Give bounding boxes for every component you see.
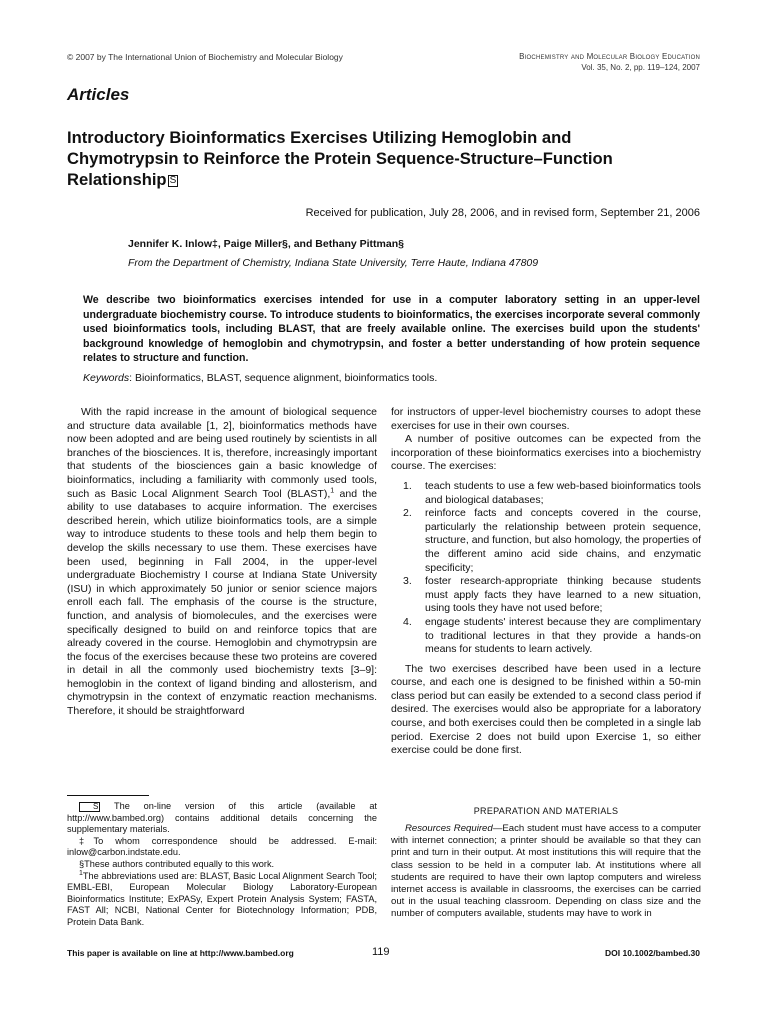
intro-paragraph [67,406,377,719]
footnote-text: The on-line version of this article (available at http://www.bambed.org) contains additional details concerning the supplementary materials. [67,801,377,835]
intro-text-a: With the rapid increase in the amount of biological sequence and structure data available [1, 2], bioinformatics methods have now been adopted and are being used routinely by scientists in all branches of the biosciences. It is, therefore, increasingly important that students of the biosciences gain a basic knowledge of bioinformatics, including a familiarity with commonly used tools, such as Basic Local Alignment Search Tool (BLAST), [67,406,377,500]
abstract: We describe two bioinformatics exercises intended for use in a computer laboratory setting in an upper-level undergraduate biochemistry course. To introduce students to bioinformatics, the exercises incorporate several commonly used bioinformatics tools, including BLAST, that are freely available online. The exercises build upon the students' background knowledge of hemoglobin and chymotrypsin, and foster a better understanding of how protein sequence relates to structure and function. [83,294,700,364]
section-heading: PREPARATION AND MATERIALS [473,806,619,816]
list-number: 4. [403,615,412,628]
list-item [391,480,701,507]
journal-name: Biochemistry and Molecular Biology Education [519,52,700,61]
section-label: Articles [67,85,130,104]
keywords-text: : Bioinformatics, BLAST, sequence alignment, bioinformatics tools. [129,372,438,384]
list-number: 2. [403,507,412,520]
run-in-heading: Resources Required [405,823,493,834]
footnote-number: 1 [79,869,83,877]
list-item [391,507,701,575]
list-number: 3. [403,575,412,588]
received-date: Received for publication, July 28, 2006, and in revised form, September 21, 2006 [305,207,700,219]
article-title-text: Introductory Bioinformatics Exercises Utilizing Hemoglobin and Chymotrypsin to Reinforce the Protein Sequence-Structure–Function Relationship [67,128,613,189]
article-title [67,127,687,190]
journal-info [519,51,700,73]
outcomes-paragraph: A number of positive outcomes can be expected from the incorporation of these bioinformatics exercises into a biochemistry course. The exercises: [391,433,701,473]
paragraph-continued: for instructors of upper-level biochemistry courses to adopt these exercises for use in their own courses. [391,406,701,432]
list-item [391,575,701,616]
prep-paragraph [391,823,701,921]
footer-availability: This paper is available on line at http://www.bambed.org [67,948,294,958]
doi: DOI 10.1002/bambed.30 [605,948,700,958]
list-item-text: reinforce facts and concepts covered in the course, particularly the relationship between protein sequence, structure, and function, but also homology, the properties of the different amino acid side chains, and enzymatic specificity; [425,507,701,574]
list-item-text: engage students' interest because they are complimentary to traditional lectures in that they provide a hands-on means for students to learn actively. [425,615,701,656]
supplement-box-icon: S [79,802,100,812]
supplement-marker-icon: S [169,175,177,186]
keywords-label: Keywords [83,372,130,384]
footnote-supplement [67,801,377,836]
volume-info: Vol. 35, No. 2, pp. 119–124, 2007 [581,63,700,72]
footnote-divider [67,795,149,796]
list-item [391,616,701,657]
footnote-ref: 1 [330,487,335,495]
exercises-paragraph: The two exercises described have been used in a lecture course, and each one is designed to be finished within a 50-min class period but can easily be extended to a second class period if desired. The exercises would also be appropriate for a laboratory course, and both exercises could then be completed in a single lab period. Exercise 2 does not build upon Exercise 1, so either exercise could be done first. [391,662,701,757]
prep-text [391,823,701,921]
footnote-text: The abbreviations used are: BLAST, Basic Local Alignment Search Tool; EMBL-EBI, European Molecular Biology Laboratory-European Bioinformatics Institute; ExPASy, Expert Protein Analysis System; FASTA, FAST All; NCBI, National Center for Biotechnology Information; PDB, Protein Data Bank. [67,870,377,927]
list-item-text: foster research-appropriate thinking because students must apply facts they have learned to a new situation, using tools they have not used before; [425,575,701,615]
footnote-abbreviations [67,871,377,929]
list-item-text: teach students to use a few web-based bioinformatics tools and biological databases; [425,479,701,506]
page-number: 119 [372,946,390,958]
footnote-equal-contribution: §These authors contributed equally to this work. [79,858,275,869]
right-column [391,406,701,758]
footnote-correspondence: ‡To whom correspondence should be addressed. E-mail: inlow@carbon.indstate.edu. [67,835,377,858]
outcomes-list [391,480,701,657]
list-number: 1. [403,479,412,492]
prep-body-text: —Each student must have access to a computer with internet connection; a printer should be available so that they can print and turn in their output. At most institutions this will require that the class session to be held in a computer lab. At institutions where all students are required to have their own laptop computers and wireless internet access is available in classrooms, the exercises can be carried out in the usual teaching classroom. Depending on class size and the number of computers available, students may have to work in [391,823,701,920]
affiliation: From the Department of Chemistry, Indiana State University, Terre Haute, Indiana 47809 [128,257,539,269]
author-list: Jennifer K. Inlow‡, Paige Miller§, and Bethany Pittman§ [128,238,404,250]
intro-text-b: and the ability to use databases to acquire information. The exercises described herein, which utilize bioinformatics tools, are a simple way to introduce students to these tools and help them begin to develop the skills necessary to use them. These exercises have been used, beginning in Fall 2004, in the upper-level undergraduate Biochemistry I course at Indiana State University (ISU) in which approximately 50 junior or senior science majors enroll each fall. The emphasis of the course is the structure, function, and analysis of biomolecules, and the exercises were specifically designed to build on and reinforce topics that are already covered in the course. Hemoglobin and chymotrypsin are the focus of the exercises because these two proteins are covered in detail in all the commonly used biochemistry texts [3–9]: hemoglobin in the context of ligand binding and allosterism, and chymotrypsin in the context of enzymatic reaction mechanisms. Therefore, it should be straightforward [67,487,378,718]
copyright-line: © 2007 by The International Union of Biochemistry and Molecular Biology [67,52,343,62]
keywords [83,372,437,384]
left-column [67,406,377,719]
footnotes [67,801,377,929]
